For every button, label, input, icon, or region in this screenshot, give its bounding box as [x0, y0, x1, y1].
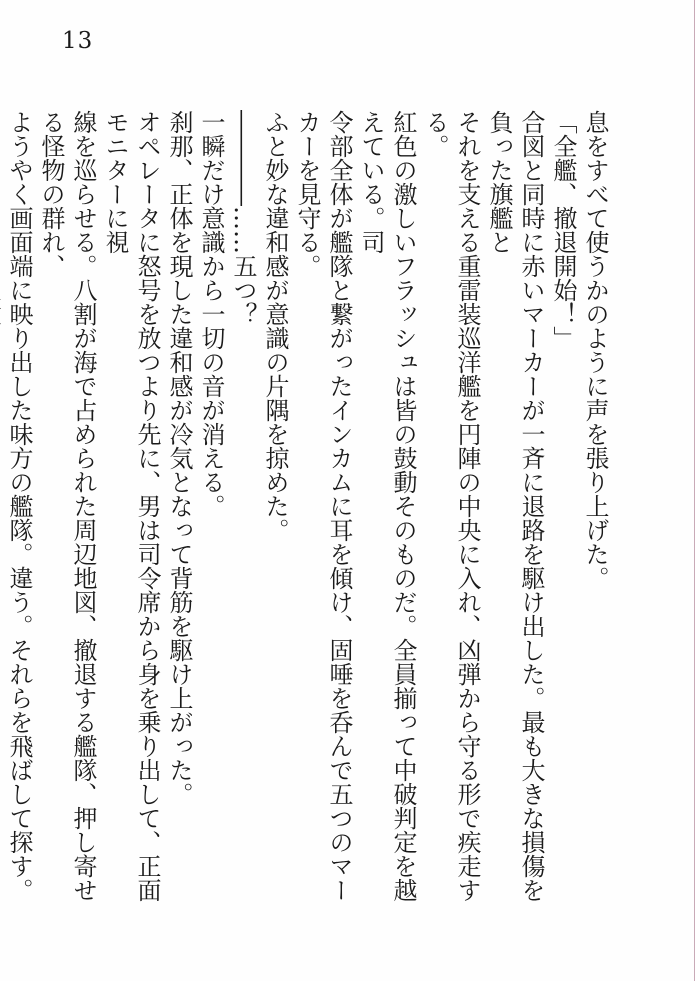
text-line: 刹那、正体を現した違和感が冷気となって背筋を駆け上がった。 — [165, 110, 193, 806]
vertical-text-body — [0, 110, 611, 910]
text-line: 令部全体が艦隊と繋がったインカムに耳を傾け、固唾を呑んで五つのマーカーを見守る。 — [293, 110, 353, 902]
text-line: 合図と同時に赤いマーカーが一斉に退路を駆け出した。最も大きな損傷を負った旗艦と — [485, 110, 545, 902]
text-line: 息をすべて使うかのように声を張り上げた。 — [581, 110, 609, 590]
text-line: ――――……五つ？ — [229, 110, 257, 326]
text-line: 紅色の激しいフラッシュは皆の鼓動そのものだ。全員揃って中破判定を越えている。司 — [357, 110, 417, 902]
page-number: 13 — [62, 28, 94, 54]
text-line: 一瞬だけ意識から一切の音が消える。 — [197, 110, 225, 518]
text-line: ふと妙な違和感が意識の片隅を掠めた。 — [261, 110, 289, 542]
text-line: それを支える重雷装巡洋艦を円陣の中央に入れ、凶弾から守る形で疾走する。 — [421, 110, 481, 902]
text-line: オペレータに怒号を放つより先に、男は司令席から身を乗り出して、正面モニターに視 — [101, 110, 161, 902]
text-line: ようやく画面端に映り出した味方の艦隊。違う。それらを飛ばして探す。 — [5, 110, 33, 902]
text-line: 「全艦、撤退開始！」 — [549, 110, 577, 350]
text-line: 線を巡らせる。八割が海で占められた周辺地図、撤退する艦隊、押し寄せる怪物の群れ、 — [37, 110, 97, 902]
